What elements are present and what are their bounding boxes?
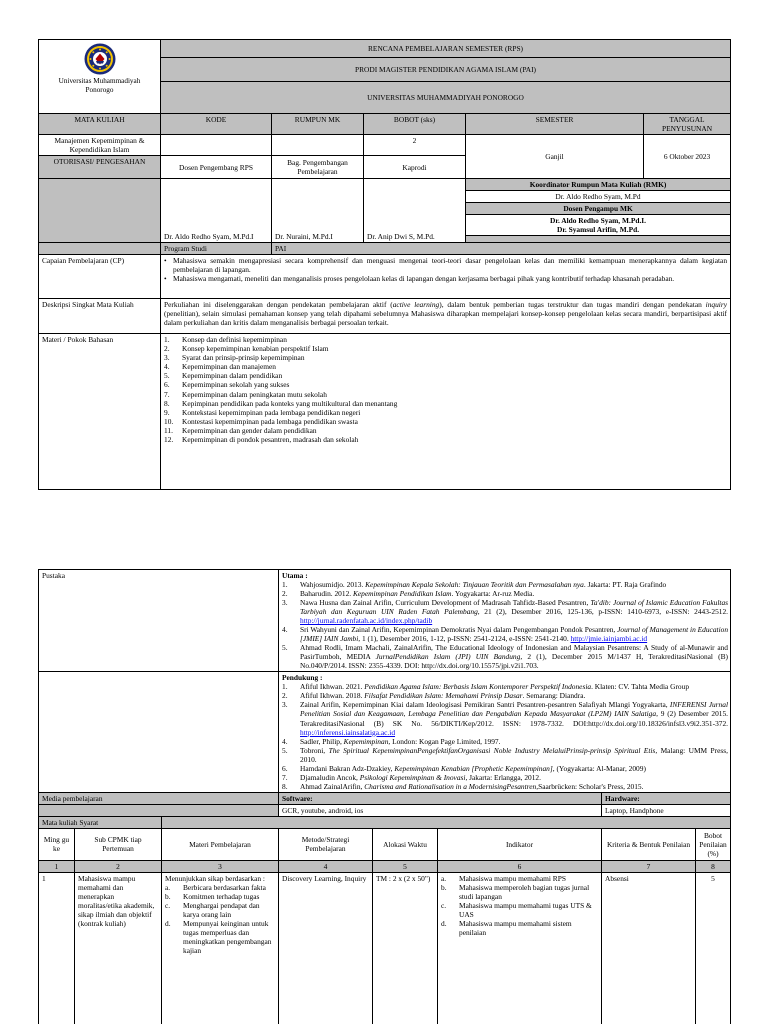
course-tanggal: 6 Oktober 2023	[644, 135, 731, 179]
col-number: 3	[162, 860, 279, 872]
software-value: GCR, youtube, android, ios	[279, 804, 602, 816]
otorisasi-col-dosen: Dosen Pengembang RPS	[161, 156, 272, 179]
row1-materi-intro: Menunjukkan sikap berdasarkan :	[165, 873, 265, 883]
syarat-value	[162, 816, 731, 828]
reference-link[interactable]: http://jmie.iainjambi.ac.id	[570, 634, 648, 644]
materi-item: 6. Kepemimpinan sekolah yang sukses	[164, 380, 290, 390]
col-number: 1	[39, 860, 75, 872]
rps-detail-table	[38, 569, 731, 1024]
header-tanggal: TANGGAL PENYUSUNAN	[644, 114, 731, 135]
reference-item: 3. Nawa Husna dan Zainal Arifin, Curriculum Development of Madrasah Tahfidz-Based Pesantren, Ta'dib: Journal of Islamic Education Fakultas Tarbiyah dan Keguruan UIN Raden Fatah Palembang, 21 (2), Desember 2016, 125-136, p-ISSN: 1410-6973, e-ISSN: 2443-2512. http://jurnal.radenfatah.ac.id/index.php/tadib	[282, 598, 729, 626]
header-rumpun: RUMPUN MK	[272, 114, 364, 135]
col-header-sub-cpmk: Sub CPMK tiap Pertemuan	[75, 828, 162, 860]
reference-item: 3. Zainal Arifin, Kepemimpinan Kiai dalam Ideologisasi Pemikiran Santri Pesantren-pesantren Salafiyah Mlangi Yogyakarta, INFERENSI Jurnal Penelitian Sosial dan Keagamaan, Lembaga Penelitian dan Pengabdian Kepada Masyarakat (LP2M) IAIN Salatiga, 9 (2) Desember 2015. TerakreditasiNasional (B) SK No. 56/DIKTI/Kep/2012. ISSN: 1978-7332. DOI:http://dx.doi.org/10.18326/infsl3.v9i2.351-372. http://inferensi.iainsalatiga.ac.id	[282, 700, 729, 737]
materi-item: 7. Kepemimpinan dalam peningkatan mutu sekolah	[164, 389, 327, 399]
pustaka-label: Pustaka	[39, 570, 279, 672]
reference-item: 4. Sri Wahyuni dan Zainal Arifin, Kepemimpinan Demokratis Nyai dalam Pengembangan Pondok Pesantren, Journal of Management in Education [JMIE] IAIN Jambi, 1 (1), Desember 2016, 1-12, p-ISSN: 2541-2124, e-ISSN: 2541-2140. http://jmie.iainjambi.ac.id	[282, 625, 729, 644]
row1-indikator-item: a. Mahasiswa mampu memahami RPS	[441, 873, 566, 883]
pustaka-pendukung-spacer	[39, 672, 279, 792]
reference-link[interactable]: http://jurnal.radenfatah.ac.id/index.php/tadib	[300, 616, 433, 626]
university-caps-title: UNIVERSITAS MUHAMMADIYAH PONOROGO	[161, 82, 731, 114]
col-header-kriteria: Kriteria & Bentuk Penilaian	[602, 828, 696, 860]
koordinator-name: Dr. Aldo Redho Syam, M.Pd	[466, 191, 731, 203]
col-number: 6	[438, 860, 602, 872]
program-studi-spacer	[39, 243, 161, 255]
row1-indikator-item: b. Mahasiswa memperoleh bagian tugas jurnal studi lapangan	[441, 882, 590, 901]
dosen-pengampu-1: Dr. Aldo Redho Syam, M.Pd.I.	[550, 216, 647, 226]
signature-dosen: Dr. Aldo Redho Syam, M.Pd.I	[161, 179, 272, 243]
row1-materi	[162, 872, 279, 1024]
reference-item: 1. Wahjosumidjo. 2013. Kepemimpinan Kepala Sekolah: Tinjauan Teoritik dan Permasalahan nya. Jakarta: PT. Raja Grafindo	[282, 580, 667, 590]
deskripsi-content: Perkuliahan ini diselenggarakan dengan pendekatan pembelajaran aktif (active learning), dalam bentuk pemberian tugas terstruktur dan tugas mandiri dengan pendekatan inquiry (penelitian), selain simulasi pemahaman konsep yang telah dipahami sebelumnya Mahasiswa diharapkan mempelajari konsep-konsep pengelolaan kelas secara mandiri, berpartisipasi aktif dalam perkuliahan dan kritis dalam menganalisis berbagai persoalan terkait.	[161, 299, 731, 334]
materi-item: 4. Kepemimpinan dan manajemen	[164, 362, 276, 372]
col-header-bobot: Bobot Penilaian (%)	[696, 828, 731, 860]
course-bobot: 2	[364, 135, 466, 156]
materi-item: 8. Kepimpinan pendidikan pada konteks yang multikultural dan menantang	[164, 398, 398, 408]
pustaka-utama-label: Utama :	[282, 571, 308, 580]
reference-item: 2. Baharudin. 2012. Kepemimpinan Pendidikan Islam. Yogyakarta: Ar-ruz Media.	[282, 589, 535, 599]
otorisasi-col-bag: Bag. Pengembangan Pembelajaran	[272, 156, 364, 179]
prodi-title: PRODI MAGISTER PENDIDIKAN AGAMA ISLAM (PAI)	[161, 58, 731, 82]
reference-item: 5. Tobroni, The Spiritual KepemimpinanPengefektifanOrganisasi Noble Industry MelaluiPrinsip-prinsip Spiritual Etis, Malang: UMM Press, 2010.	[282, 745, 729, 764]
otorisasi-blank	[39, 179, 161, 243]
header-mata-kuliah: MATA KULIAH	[39, 114, 161, 135]
university-name: Universitas Muhammadiyah Ponorogo	[58, 77, 141, 94]
col-number: 5	[373, 860, 438, 872]
course-name: Manajemen Kepemimpinan & Kependidikan Islam	[39, 135, 161, 156]
reference-item: 7. Djamaludin Ancok, Psikologi Kepemimpinan & Inovasi, Jakarta: Erlangga, 2012.	[282, 772, 541, 782]
syarat-label: Mata kuliah Syarat	[39, 816, 162, 828]
course-kode	[161, 135, 272, 156]
materi-item: 1. Konsep dan definisi kepemimpinan	[164, 335, 287, 345]
row1-bobot: 5	[696, 872, 731, 1024]
reference-item: 2. Afiful Ikhwan. 2018. Filsafat Pendidikan Islam: Memahami Prinsip Dasar. Semarang: Diandra.	[282, 691, 586, 701]
col-header-metode: Metode/Strategi Pembelajaran	[279, 828, 373, 860]
hardware-value: Laptop, Handphone	[602, 804, 731, 816]
media-spacer	[39, 804, 279, 816]
koordinator-label: Koordinator Rumpun Mata Kuliah (RMK)	[466, 179, 731, 191]
col-number: 4	[279, 860, 373, 872]
row1-materi-item: d. Mempunyai keinginan untuk tugas memperluas dan meningkatkan pengembangan kajian	[165, 919, 272, 956]
reference-item: 4. Sadler, Philip, Kepemimpinan, London: Kogan Page Limited, 1997.	[282, 736, 501, 746]
dosen-pengampu-label: Dosen Pengampu MK	[466, 203, 731, 215]
header-semester: SEMESTER	[466, 114, 644, 135]
pustaka-pendukung-content	[279, 672, 731, 792]
row1-materi-item: a. Berbicara berdasarkan fakta	[165, 882, 266, 892]
media-label: Media pembelajaran	[39, 792, 279, 804]
dosen-pengampu-names	[466, 215, 731, 236]
pustaka-pendukung-label: Pendukung :	[282, 673, 323, 683]
col-number: 2	[75, 860, 162, 872]
row1-sub-cpmk: Mahasiswa mampu memahami dan menerapkan moralitas/etika akademik, sikap ilmiah dan objektif (kontrak kuliah)	[75, 872, 162, 1024]
software-label: Software:	[279, 792, 602, 804]
row1-materi-item: b. Komitmen terhadap tugas	[165, 891, 260, 901]
materi-item: 5. Kepemimpinan dalam pendidikan	[164, 371, 283, 381]
program-studi-label: Program Studi	[161, 243, 272, 255]
materi-content	[161, 334, 731, 490]
otorisasi-label: OTORISASI/ PENGESAHAN	[39, 156, 161, 179]
cp-item: • Mahasiswa semakin mengapresiasi secara komprehensif dan menguasi mengenai teori-teori dasar pengelolaan kelas dan memiliki kemampuan menerapkannya dalam kegiatan pembelajaran di lapangan.	[164, 256, 728, 275]
reference-item: 6. Hamdani Bakran Adz-Dzakiey, Kepemimpinan Kenabian [Prophetic Kepemimpinan], (Yogyakarta: Al-Manar, 2009)	[282, 763, 646, 773]
col-header-minggu: Ming gu ke	[39, 828, 75, 860]
rps-header-table	[38, 39, 731, 490]
course-rumpun	[272, 135, 364, 156]
row1-materi-item: c. Menghargai pendapat dan karya orang lain	[165, 900, 260, 919]
reference-item: 5. Ahmad Rodli, Imam Machali, ZainalArifin, The Educational Ideology of Indonesian and Malaysian Pesantrens: A Study of al-Munawir and PasirTumboh, MEDIA JurnalPendidikan Islam (JPI) UIN Bandung, 2 (1), December 2015 M/1437 H, TerakreditasiNasional (B) No.040/P/2014. ISSN: 2355-4339. DOI: http://dx.doi.org/10.15575/jpi.v2i1.703.	[282, 643, 729, 671]
col-header-materi: Materi Pembelajaran	[162, 828, 279, 860]
materi-item: 3. Syarat dan prinsip-prinsip kepemimpinan	[164, 353, 305, 363]
row1-metode: Discovery Learning, Inquiry	[279, 872, 373, 1024]
hardware-label: Hardware:	[602, 792, 731, 804]
row1-kriteria: Absensi	[602, 872, 696, 1024]
dosen-pengampu-2: Dr. Syamsul Arifin, M.Pd.	[556, 225, 640, 235]
row1-indikator-item: c. Mahasiswa mampu memahami tugas UTS & UAS	[441, 900, 592, 919]
cp-item: • Mahasiswa mengamati, meneliti dan menganalisis proses pengelolaan kelas di lapangan dengan kerjasama berbagai pihak yang kontributif terhadap khasanah peradaban.	[164, 274, 675, 284]
reference-item: 1. Afiful Ikhwan. 2021. Pendidikan Agama Islam: Berbasis Islam Kontemporer Perspektif Indonesia. Klaten: CV. Tahta Media Group	[282, 682, 690, 692]
materi-item: 9. Kontekstasi kepemimpinan pada lembaga pendidikan negeri	[164, 407, 361, 417]
row1-minggu: 1	[39, 872, 75, 1024]
header-bobot: BOBOT (sks)	[364, 114, 466, 135]
materi-item: 11. Kepemimpinan dan gender dalam pendidikan	[164, 425, 317, 435]
university-logo-icon	[84, 43, 116, 75]
deskripsi-label: Deskripsi Singkat Mata Kuliah	[39, 299, 161, 334]
materi-item: 12. Kepemimpinan di pondok pesantren, madrasah dan sekolah	[164, 434, 359, 444]
row1-indikator-item: d. Mahasiswa mampu memahami sistem penilaian	[441, 919, 572, 938]
reference-link[interactable]: http://inferensi.iainsalatiga.ac.id	[300, 727, 396, 737]
materi-label: Materi / Pokok Bahasan	[39, 334, 161, 490]
col-header-alokasi: Alokasi Waktu	[373, 828, 438, 860]
row1-alokasi: TM : 2 x (2 x 50")	[373, 872, 438, 1024]
materi-item: 2. Konsep kepemimpinan kenabian perspektif Islam	[164, 344, 329, 354]
col-header-indikator: Indikator	[438, 828, 602, 860]
cp-label: Capaian Pembelajaran (CP)	[39, 255, 161, 299]
cp-content	[161, 255, 731, 299]
pustaka-content	[279, 570, 731, 672]
row1-indikator	[438, 872, 602, 1024]
col-number: 8	[696, 860, 731, 872]
materi-item: 10. Kontestasi kepemimpinan pada lembaga pendidikan swasta	[164, 416, 358, 426]
course-semester: Ganjil	[466, 135, 644, 179]
rps-title: RENCANA PEMBELAJARAN SEMESTER (RPS)	[161, 40, 731, 58]
dosen-pengampu-spacer	[466, 236, 731, 243]
otorisasi-col-kaprodi: Kaprodi	[364, 156, 466, 179]
university-logo-cell	[39, 40, 161, 114]
col-number: 7	[602, 860, 696, 872]
header-kode: KODE	[161, 114, 272, 135]
signature-bag: Dr. Nuraini, M.Pd.I	[272, 179, 364, 243]
signature-kaprodi: Dr. Anip Dwi S, M.Pd.	[364, 179, 466, 243]
reference-item: 8. Ahmad ZainalArifin, Charisma and Rationalisation in a ModernisingPesantren,Saarbrücken: Scholar's Press, 2015.	[282, 781, 644, 791]
program-studi-value: PAI	[272, 243, 731, 255]
